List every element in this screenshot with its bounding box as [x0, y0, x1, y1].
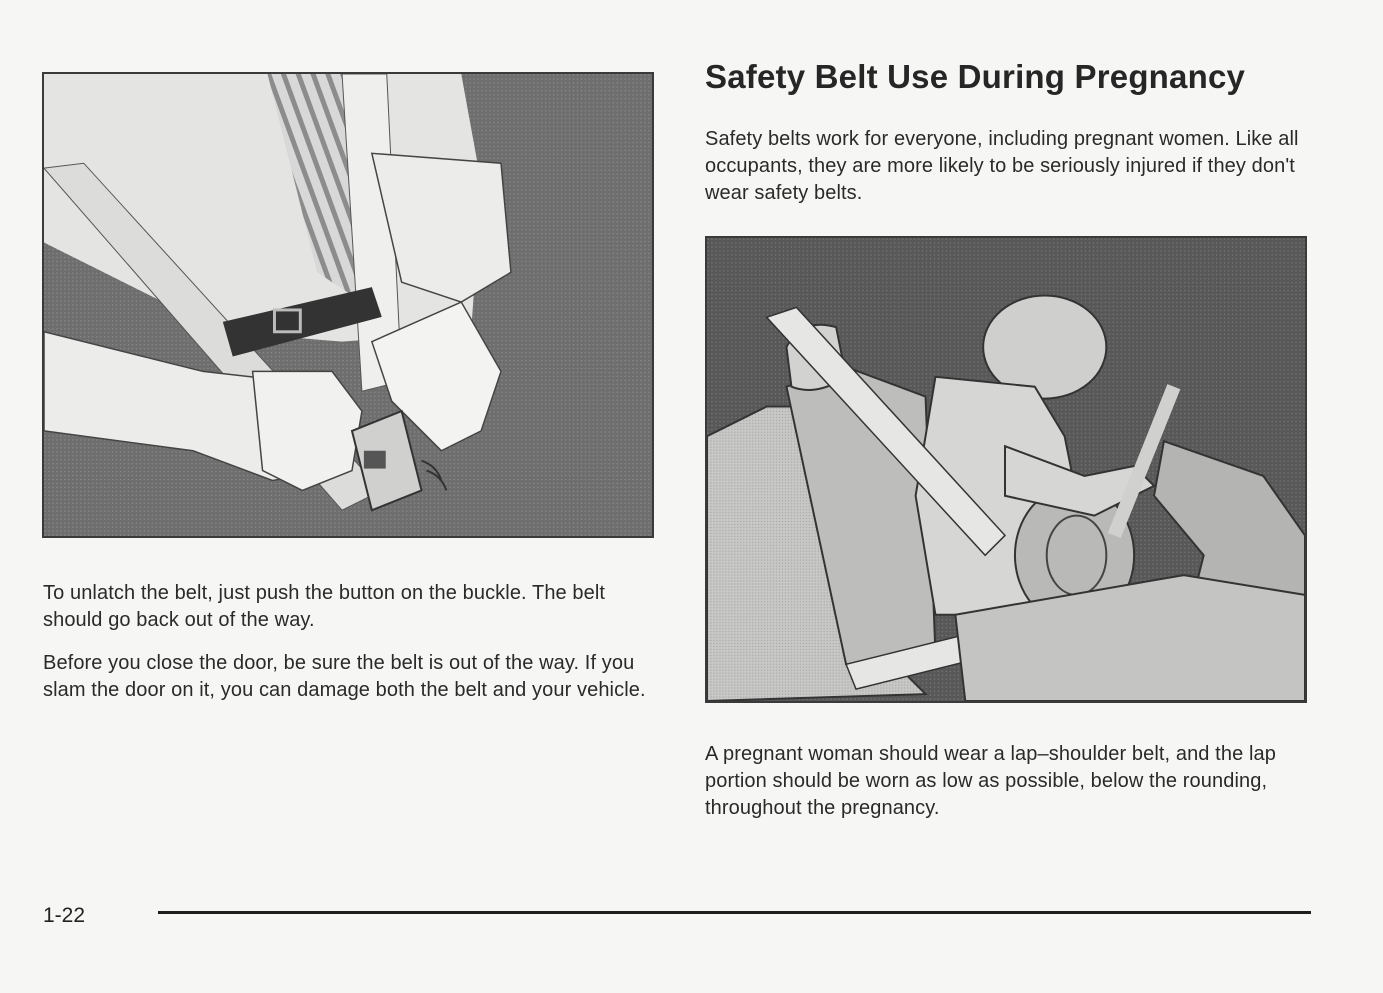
section-title: Safety Belt Use During Pregnancy — [705, 58, 1246, 95]
unlatch-paragraph: To unlatch the belt, just push the button on the buckle. The belt should go back out of the way. — [43, 582, 606, 631]
intro-paragraph: Safety belts work for everyone, including pregnant women. Like all occupants, they are more likely to be seriously injured if they don't wear safety belts. — [705, 128, 1299, 204]
page-number: 1-22 — [43, 904, 86, 927]
pregnancy-belt-caption: A pregnant woman should wear a lap–shoulder belt, and the lap portion should be worn as low as possible, below the rounding, throughout the pregnancy. — [705, 743, 1276, 819]
pregnant-woman-belt-illustration — [705, 236, 1307, 703]
footer-divider — [158, 911, 1311, 914]
door-warning-paragraph: Before you close the door, be sure the belt is out of the way. If you slam the door on it, you can damage both the belt and your vehicle. — [43, 652, 646, 701]
buckle-unlatch-illustration — [42, 72, 654, 538]
